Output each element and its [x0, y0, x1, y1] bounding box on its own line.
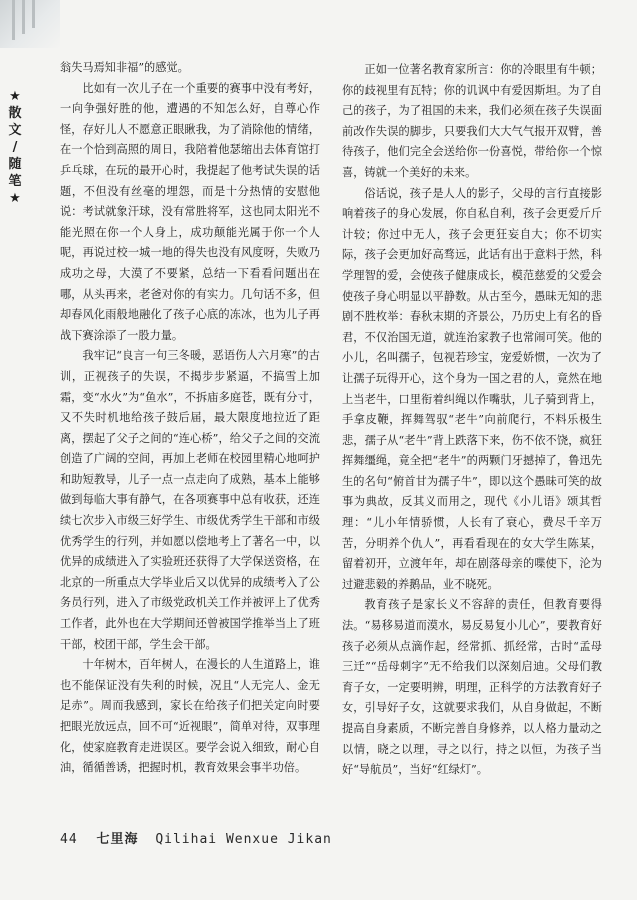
- decorative-pillar: [22, 0, 25, 34]
- section-label-char: 笔: [8, 174, 22, 189]
- decorative-pillar: [12, 0, 15, 40]
- star-icon: ★: [9, 89, 21, 104]
- section-label-char: 随: [8, 157, 22, 172]
- magazine-pinyin: Qilihai Wenxue Jikan: [155, 832, 332, 847]
- magazine-name: 七里海: [96, 832, 139, 847]
- article-column-right: [342, 60, 602, 781]
- paragraph: 教育孩子是家长义不容辞的责任，但教育要得法。“易移易道而漠水，易反易复小儿心”，要教育好孩子必须从点滴作起，经常抓、抓经常，古时“孟母三迁”“岳母刺字”无不给我们以深刻启迪。父母们教育子女，一定要明辨，明理，正科学的方法教育好子女，引导好子女，这就要求我们，从自身做起，不断提高自身素质，不断完善自身修养，以人格力量动之以情，晓之以理，寻之以行，持之以恒，为孩子当好“导航员”，当好“红绿灯”。: [342, 598, 602, 777]
- header-decoration: [0, 0, 60, 48]
- paragraph: 翁失马焉知非福”的感觉。: [60, 61, 189, 74]
- decorative-pillar: [32, 0, 35, 28]
- section-label-char: 文: [8, 123, 22, 138]
- paragraph: 正如一位著名教育家所言：你的冷眼里有牛顿；你的歧视里有瓦特；你的讥讽中有爱因斯坦。为了自己的孩子，为了祖国的未来，我们必须在孩子失误面前改作失误的脚步，只要我们大大气气报开双臂，善待孩子，他们完全会送给你一份喜悦，带给你一个惊喜，铸就一个美好的未来。: [342, 63, 602, 179]
- article-column-left: [60, 58, 320, 779]
- page-footer: [60, 828, 332, 847]
- paragraph: 十年树木，百年树人，在漫长的人生道路上，谁也不能保证没有失利的时候，况且“人无完人、金无足赤”。周而我感到，家长在给孩子们把关定向时要把眼光放远点，回不可“近视眼”，简单对待，双事理化，使家庭教育走进误区。要学会说入细致，耐心自油，循循善诱，把握时机，教育效果会事半功倍。: [60, 658, 320, 775]
- section-label: [6, 88, 24, 207]
- paragraph: 俗话说，孩子是人人的影子，父母的言行直接影响着孩子的身心发展，你自私自利，孩子会更爱斤斤计较；你过中无人，孩子会更狂妄自大；你不切实际，孩子会更加好高骛远，此话有出于意料于然，科学理智的爱，会使孩子健康成长，模范慈爱的父爱会使孩子身心明显以平静数。从古至今，愚昧无知的悲剧不胜枚举：春秋末期的齐景公，乃历史上有名的昏君，不仅治国无道，就连治家教子也常闹可笑。他的小儿，名叫孺子，包视若珍宝，宠爱娇惯，一次为了让孺子玩得开心，这个身为一国之君的人，竟然在地上当老牛，口里衔着纠绳以作嘴驮，儿子骑到背上，手拿皮鞭，挥舞驾驭“老牛”向前爬行，不料乐极生悲，孺子从“老牛”背上跌落下来，伤不依不饶，疯狂挥舞缰绳，竟全把“老牛”的两颗门牙撼掉了，鲁迅先生的名句“俯首甘为孺子牛”，即以这个愚昧可笑的故事为典故，反其义而用之，现代《小儿语》颂其哲理：“儿小年情骄惯，人长有了衰心，费尽千辛万苦，分明养个仇人”，再看看现在的女大学生陈某，留着初开，立渡年年，却在剧落母亲的喋使下，沦为过避悲毅的养鹅品，业不晓死。: [342, 186, 602, 591]
- paragraph: 我牢记“良言一句三冬暖，恶语伤人六月寒”的古训，正视孩子的失误，不揭步步紧逼，不搞雪上加霜，变“水火”为“鱼水”，不拆庙多庭苍，既有分寸，又不失时机地给孩子鼓后届，最大限度地拉近了距离，摆起了父子之间的“连心桥”，给父子之间的交流创造了广阔的空间，再加上老师在校园里精心地呵护和助短教导，儿子一点一点走向了成熟，基本上能够做到每临大事有静气，在各项赛事中总有收获，还连续七次步入市级三好学生、市级优秀学生干部和市级优秀学生的行列，并如愿以偿地考上了著名一中，以优异的成绩进入了实验班还获得了大学保送资格，在北京的一所重点大学毕业后又以优异的成绩考入了公务员行列，进入了市级党政机关工作并被评上了优秀工作者，此外也在大学期间还曾被国学推举当上了班干部，校团干部，学生会干部。: [60, 349, 320, 651]
- star-icon: ★: [9, 191, 21, 206]
- page-number: 44: [60, 832, 78, 847]
- section-label-char: 散: [8, 106, 22, 121]
- section-label-separator: /: [12, 140, 18, 155]
- paragraph: 比如有一次儿子在一个重要的赛事中没有考好，一向争强好胜的他，遭遇的不知怎么好，自尊心作怪，存好儿人不愿意正眼瞅我，为了消除他的情绪，在一个恰到高照的周日，我陪着他瑟缩出去体育馆打乒乓球，在玩的最开心时，我提起了他考试失误的话题，不但没有丝毫的埋怨，而是十分热情的安慰他说：考试就象汗球，没有常胜将军，这也同太阳光不能光照在你一个人身上，成功颠能光属于你一个人呢，再说过校一城一地的得失也没有风度呀，失败乃成功之母，大漠了不要紧，总结一下看看问题出在哪，从头再来，老爸对你的有实力。几句话不多，但却春风化雨般地融化了孩子心底的冻冰，也为儿子再战下赛涂添了一股力量。: [60, 81, 320, 342]
